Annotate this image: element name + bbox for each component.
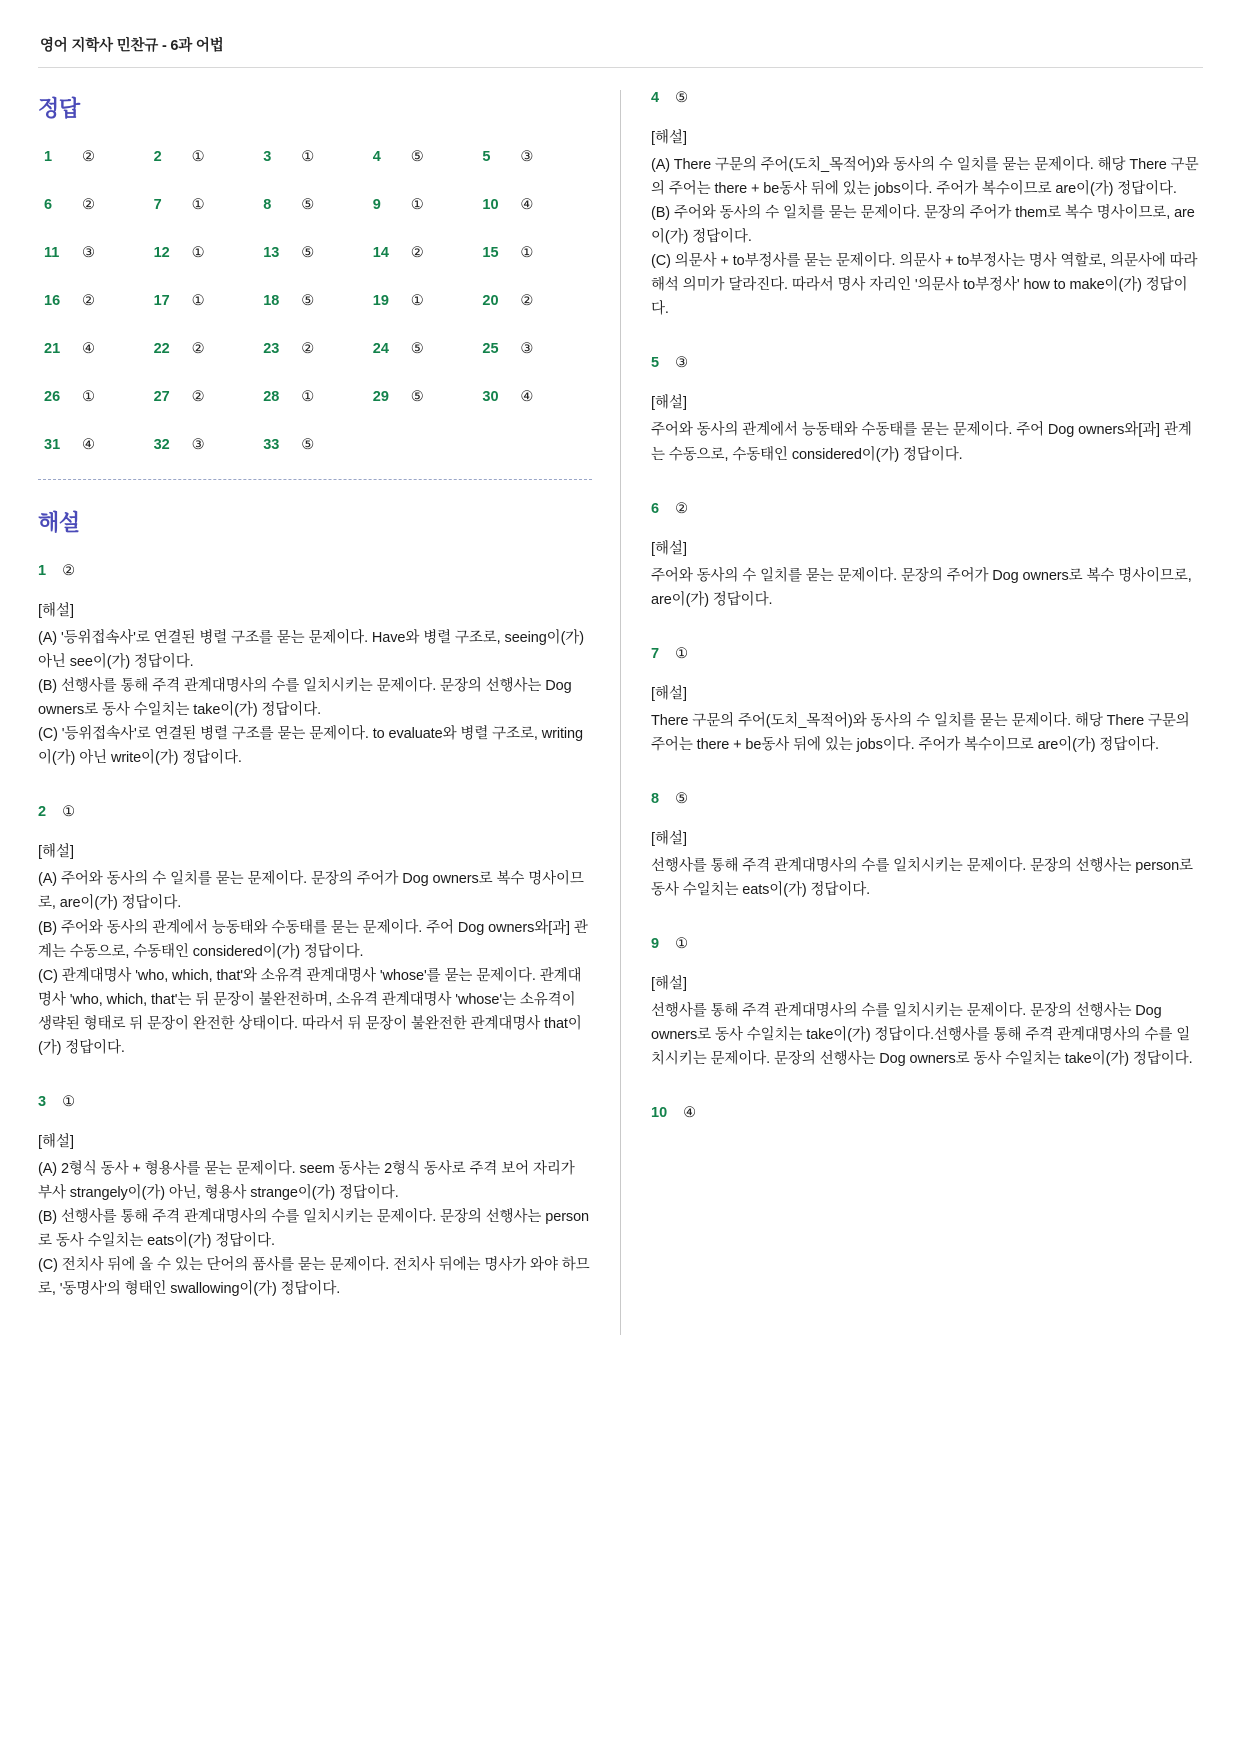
explanation-line: 선행사를 통해 주격 관계대명사의 수를 일치시키는 문제이다. 문장의 선행사는 person로 동사 수일치는 eats이(가) 정답이다. [651, 857, 1193, 898]
explanation-body [651, 564, 1203, 612]
explanations-section-title: 해설 [38, 510, 80, 535]
explanation-header [651, 355, 1203, 371]
explanation-body [38, 1157, 592, 1301]
explanation-line: (C) 전치사 뒤에 올 수 있는 단어의 품사를 묻는 문제이다. 전치사 뒤에는 명사가 와야 하므로, '동명사'의 형태인 swallowing이(가) 정답이다. [38, 1257, 590, 1298]
explanation-number: 7 [651, 645, 660, 662]
answer-item [373, 389, 483, 405]
answer-number: 21 [44, 341, 61, 357]
answer-number: 3 [263, 149, 272, 165]
answer-key-grid [44, 149, 592, 453]
answer-choice: ① [410, 293, 424, 309]
answer-choice: ④ [520, 197, 534, 213]
explanation-label: [해설] [651, 685, 688, 702]
explanation-number: 3 [38, 1093, 47, 1110]
answer-item [44, 197, 154, 213]
answer-item [373, 341, 483, 357]
answer-number: 1 [44, 149, 53, 165]
explanation-choice: ① [675, 645, 689, 662]
explanation-block [651, 355, 1203, 466]
answer-number: 15 [482, 245, 499, 261]
explanation-block [651, 1105, 1203, 1121]
answer-choice: ② [520, 293, 534, 309]
answer-choice: ① [410, 197, 424, 213]
explanation-label: [해설] [651, 540, 688, 557]
explanation-choice: ① [62, 804, 76, 821]
document-header-title: 영어 지학사 민찬규 - 6과 어법 [40, 38, 224, 54]
explanation-block [651, 90, 1203, 321]
explanation-body [651, 418, 1203, 466]
explanation-body [651, 854, 1203, 902]
answer-item [44, 293, 154, 309]
answer-choice: ② [82, 293, 95, 309]
answer-item [154, 149, 264, 165]
answer-item [373, 149, 483, 165]
explanation-line: (B) 주어와 동사의 수 일치를 묻는 문제이다. 문장의 주어가 them로 복수 명사이므로, are이(가) 정답이다. [651, 205, 1195, 246]
answer-item [373, 293, 483, 309]
explanation-number: 4 [651, 90, 660, 106]
answer-number: 4 [372, 149, 381, 165]
answer-number: 11 [44, 245, 60, 261]
answer-number: 28 [263, 389, 280, 405]
explanation-choice: ② [675, 500, 689, 517]
answer-item [154, 437, 264, 453]
explanation-number: 1 [38, 563, 47, 579]
left-column [38, 90, 620, 1335]
explanation-choice: ⑤ [675, 90, 689, 106]
explanation-header [651, 1105, 1203, 1121]
explanation-line: 주어와 동사의 수 일치를 묻는 문제이다. 문장의 주어가 Dog owners로 복수 명사이므로, are이(가) 정답이다. [651, 567, 1192, 608]
explanation-choice: ⑤ [675, 790, 689, 807]
answer-number: 24 [372, 341, 389, 357]
answer-choice: ① [301, 389, 315, 405]
explanation-line: (C) 관계대명사 'who, which, that'와 소유격 관계대명사 'whose'를 묻는 문제이다. 관계대명사 'who, which, that'는 뒤 문장이 불완전하며, 소유격 관계대명사 'whose'는 소유격이 생략된 형태로 뒤 문장이 완전한 상태이다. 따라서 뒤 문장이 불완전한 관계대명사 that이(가) 정답이다. [38, 967, 582, 1056]
answer-number: 33 [263, 437, 280, 453]
answer-choice: ③ [520, 341, 534, 357]
answer-choice: ⑤ [301, 245, 315, 261]
explanation-label: [해설] [651, 130, 688, 146]
answer-item [44, 437, 154, 453]
explanation-header [38, 1094, 592, 1110]
explanation-header [38, 804, 592, 820]
explanation-header [651, 936, 1203, 952]
answer-item [263, 293, 373, 309]
answer-item [263, 389, 373, 405]
explanation-label: [해설] [38, 844, 75, 861]
explanation-label: [해설] [651, 975, 688, 992]
explanation-line: (B) 선행사를 통해 주격 관계대명사의 수를 일치시키는 문제이다. 문장의 선행사는 Dog owners로 동사 수일치는 take이(가) 정답이다. [38, 678, 572, 719]
answers-section-title: 정답 [38, 96, 80, 121]
explanation-line: (B) 주어와 동사의 관계에서 능동태와 수동태를 묻는 문제이다. 주어 Dog owners와[과] 관계는 수동으로, 수동태인 considered이(가) 정답이다. [38, 919, 588, 960]
header-divider [38, 67, 1203, 68]
answer-number: 31 [44, 437, 61, 453]
answer-item [482, 389, 592, 405]
answer-item [482, 293, 592, 309]
answer-item [154, 341, 264, 357]
explanation-header [651, 90, 1203, 106]
answer-number: 25 [482, 341, 499, 357]
explanation-body [651, 999, 1203, 1071]
answer-choice: ① [191, 245, 205, 261]
answer-number: 19 [372, 293, 389, 309]
explanation-body [651, 709, 1203, 757]
answer-item [44, 389, 154, 405]
answer-number: 18 [263, 293, 280, 309]
answer-number: 22 [153, 341, 170, 357]
explanation-block [38, 1094, 592, 1301]
answer-item-empty [373, 437, 483, 453]
answer-item [482, 197, 592, 213]
answer-choice: ③ [82, 245, 95, 261]
answer-choice: ② [191, 341, 205, 357]
answer-choice: ① [301, 149, 315, 165]
answer-number: 32 [153, 437, 170, 453]
explanation-block [651, 791, 1203, 902]
answer-choice: ② [301, 341, 315, 357]
answer-number: 9 [372, 197, 381, 213]
answer-item [482, 341, 592, 357]
explanation-label: [해설] [651, 830, 688, 847]
answer-item [482, 149, 592, 165]
explanation-block [651, 646, 1203, 757]
answer-choice: ① [520, 245, 534, 261]
answer-number: 17 [153, 293, 170, 309]
explanation-label: [해설] [38, 603, 75, 619]
answer-choice: ② [82, 149, 95, 165]
answer-number: 23 [263, 341, 280, 357]
explanation-header [651, 791, 1203, 807]
explanation-number: 9 [651, 935, 660, 952]
answer-number: 20 [482, 293, 499, 309]
explanation-number: 10 [651, 1105, 668, 1122]
answer-choice: ④ [82, 341, 95, 357]
answer-choice: ② [410, 245, 424, 261]
answer-choice: ② [191, 389, 205, 405]
answer-number: 10 [482, 197, 499, 213]
answer-choice: ⑤ [301, 437, 315, 453]
explanation-line: (C) 의문사 + to부정사를 묻는 문제이다. 의문사 + to부정사는 명사 역할로, 의문사에 따라 해석 의미가 달라진다. 따라서 명사 자리인 '의문사 to부정사' how to make이(가) 정답이다. [651, 253, 1198, 318]
answer-item [154, 197, 264, 213]
explanation-number: 6 [651, 500, 660, 517]
answer-item [44, 149, 154, 165]
explanation-line: There 구문의 주어(도치_목적어)와 동사의 수 일치를 묻는 문제이다. 해당 There 구문의 주어는 there + be동사 뒤에 있는 jobs이다. 주어가 복수이므로 are이(가) 정답이다. [651, 712, 1190, 753]
answer-choice: ① [191, 293, 205, 309]
answer-choice: ⑤ [410, 149, 424, 165]
answer-choice: ② [82, 197, 95, 213]
answer-item-empty [482, 437, 592, 453]
explanation-choice: ③ [675, 355, 689, 372]
section-dashed-divider [38, 479, 592, 480]
answer-choice: ⑤ [301, 197, 315, 213]
explanation-line: 주어와 동사의 관계에서 능동태와 수동태를 묻는 문제이다. 주어 Dog owners와[과] 관계는 수동으로, 수동태인 considered이(가) 정답이다. [651, 422, 1192, 463]
explanation-line: 선행사를 통해 주격 관계대명사의 수를 일치시키는 문제이다. 문장의 선행사는 Dog owners로 동사 수일치는 take이(가) 정답이다.선행사를 통해 주격 관계대명사의 수를 일치시키는 문제이다. 문장의 선행사는 Dog owners로 동사 수일치는 take이(가) 정답이다. [651, 1002, 1193, 1068]
answer-choice: ① [191, 149, 205, 165]
answer-item [154, 245, 264, 261]
answer-item [263, 149, 373, 165]
answer-item [373, 245, 483, 261]
answer-choice: ① [82, 389, 95, 405]
explanation-line: (A) 2형식 동사 + 형용사를 묻는 문제이다. seem 동사는 2형식 동사로 주격 보어 자리가 부사 strangely이(가) 아닌, 형용사 strange이(가) 정답이다. [38, 1160, 575, 1201]
answer-number: 6 [44, 197, 53, 213]
answer-item [482, 245, 592, 261]
explanation-body [38, 626, 592, 770]
answer-item [263, 437, 373, 453]
explanation-label: [해설] [651, 395, 688, 412]
answer-number: 13 [263, 245, 280, 261]
answer-item [263, 245, 373, 261]
explanation-block [651, 501, 1203, 612]
explanation-choice: ④ [683, 1105, 697, 1122]
answer-number: 7 [153, 197, 162, 213]
answer-number: 8 [263, 197, 272, 213]
right-column [621, 90, 1203, 1335]
explanation-line: (A) '등위접속사'로 연결된 병렬 구조를 묻는 문제이다. Have와 병렬 구조로, seeing이(가) 아닌 see이(가) 정답이다. [38, 630, 584, 671]
explanation-block [651, 936, 1203, 1071]
explanation-block [38, 804, 592, 1060]
answer-number: 5 [482, 149, 491, 165]
answer-number: 2 [153, 149, 162, 165]
answer-choice: ④ [520, 389, 534, 405]
explanation-label: [해설] [38, 1133, 75, 1150]
answer-number: 30 [482, 389, 499, 405]
explanation-number: 2 [38, 804, 47, 821]
answer-choice: ⑤ [410, 389, 424, 405]
answer-item [263, 341, 373, 357]
answer-choice: ⑤ [301, 293, 315, 309]
answer-number: 27 [153, 389, 170, 405]
explanation-number: 8 [651, 790, 660, 807]
explanation-line: (A) 주어와 동사의 수 일치를 묻는 문제이다. 문장의 주어가 Dog owners로 복수 명사이므로, are이(가) 정답이다. [38, 871, 584, 912]
answer-item [154, 293, 264, 309]
explanation-line: (A) There 구문의 주어(도치_목적어)와 동사의 수 일치를 묻는 문제이다. 해당 There 구문의 주어는 there + be동사 뒤에 있는 jobs이다. 주어가 복수이므로 are이(가) 정답이다. [651, 157, 1199, 198]
answer-number: 12 [153, 245, 170, 261]
explanation-line: (B) 선행사를 통해 주격 관계대명사의 수를 일치시키는 문제이다. 문장의 선행사는 person로 동사 수일치는 eats이(가) 정답이다. [38, 1209, 589, 1250]
answer-item [44, 341, 154, 357]
explanation-choice: ① [62, 1093, 76, 1110]
answer-number: 14 [372, 245, 389, 261]
answer-choice: ① [191, 197, 205, 213]
answer-choice: ④ [82, 437, 95, 453]
answer-number: 29 [372, 389, 389, 405]
answer-choice: ③ [520, 149, 534, 165]
two-column-layout [38, 90, 1203, 1335]
explanation-line: (C) '등위접속사'로 연결된 병렬 구조를 묻는 문제이다. to evaluate와 병렬 구조로, writing이(가) 아닌 write이(가) 정답이다. [38, 726, 583, 767]
explanation-header [651, 646, 1203, 662]
explanation-header [651, 501, 1203, 517]
explanation-block [38, 563, 592, 770]
explanation-choice: ② [62, 563, 76, 579]
answer-item [44, 245, 154, 261]
explanation-number: 5 [651, 355, 660, 372]
explanation-choice: ① [675, 935, 689, 952]
explanation-body [651, 153, 1203, 321]
answer-number: 26 [44, 389, 61, 405]
answer-item [154, 389, 264, 405]
answer-item [263, 197, 373, 213]
answer-number: 16 [44, 293, 61, 309]
answer-choice: ③ [191, 437, 205, 453]
answer-item [373, 197, 483, 213]
answer-choice: ⑤ [410, 341, 424, 357]
explanation-header [38, 563, 592, 579]
explanation-body [38, 867, 592, 1060]
